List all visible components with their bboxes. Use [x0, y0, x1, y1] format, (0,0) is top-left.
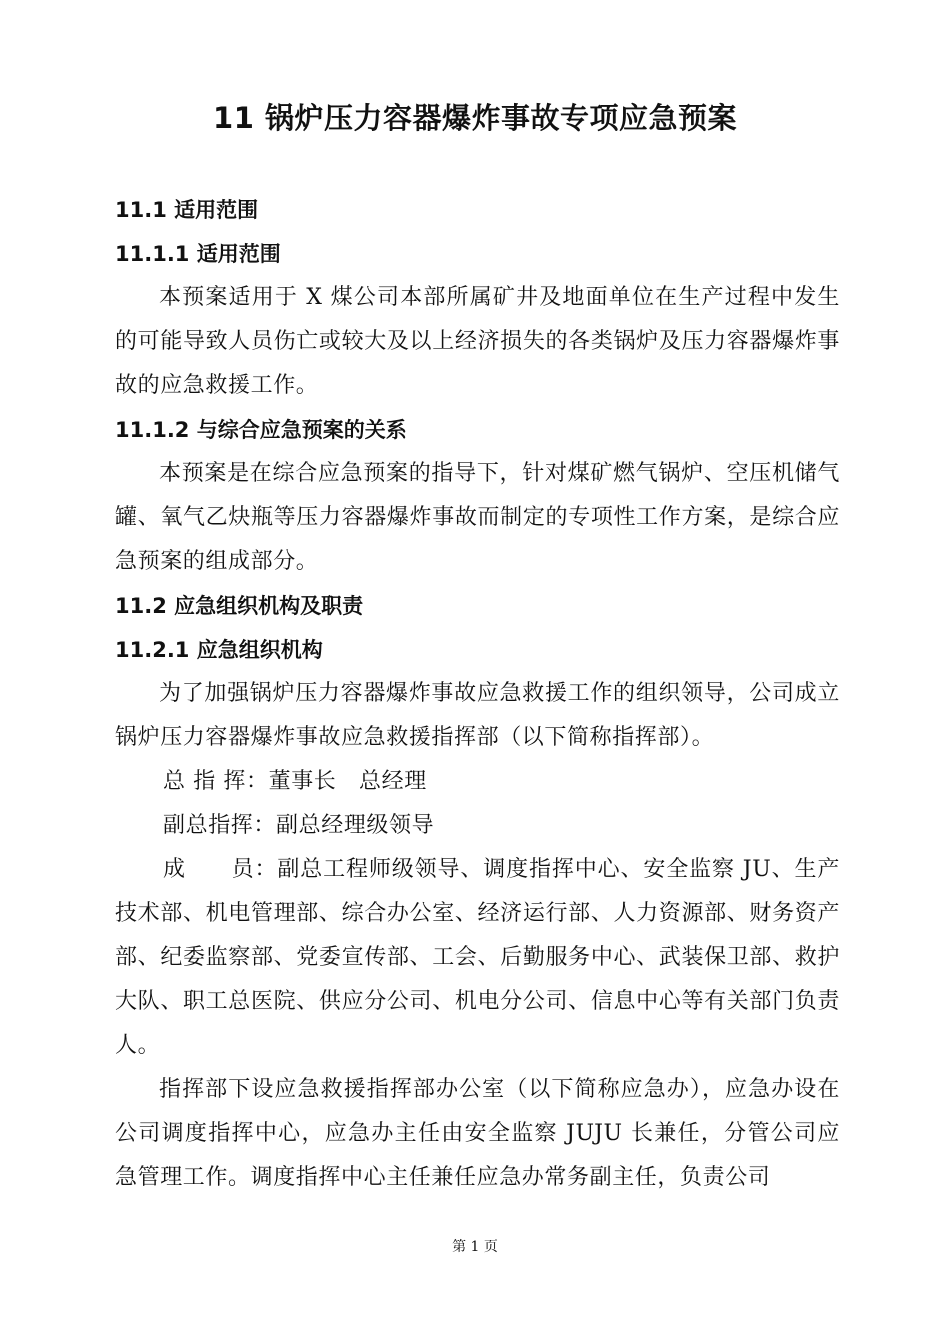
page-number: 第 1 页 — [452, 1239, 498, 1255]
role-commander — [115, 760, 840, 804]
paragraph-organization: 为了加强锅炉压力容器爆炸事故应急救援工作的组织领导，公司成立锅炉压力容器爆炸事故应急救援指挥部（以下简称指挥部）。 — [115, 681, 840, 750]
role-deputy-label: 副总指挥： — [163, 813, 277, 838]
section-heading-11-1-1: 11.1.1 适用范围 — [115, 242, 281, 266]
role-members-label: 成 员： — [163, 857, 278, 882]
section-heading-11-1: 11.1 适用范围 — [115, 198, 259, 222]
role-deputy-value: 副总经理级领导 — [276, 813, 435, 838]
section-heading-11-1-2: 11.1.2 与综合应急预案的关系 — [115, 418, 407, 442]
paragraph-scope: 本预案适用于 X 煤公司本部所属矿井及地面单位在生产过程中发生的可能导致人员伤亡或较大及以上经济损失的各类锅炉及压力容器爆炸事故的应急救援工作。 — [115, 285, 840, 398]
role-commander-label: 总 指 挥： — [163, 769, 269, 794]
role-members — [115, 848, 840, 1068]
section-heading-11-2: 11.2 应急组织机构及职责 — [115, 594, 364, 618]
role-commander-value: 董事长 总经理 — [268, 769, 427, 794]
paragraph-relation: 本预案是在综合应急预案的指导下，针对煤矿燃气锅炉、空压机储气罐、氧气乙炔瓶等压力容器爆炸事故而制定的专项性工作方案，是综合应急预案的组成部分。 — [115, 461, 840, 574]
role-members-value: 副总工程师级领导、调度指挥中心、安全监察 JU、生产技术部、机电管理部、综合办公室、经济运行部、人力资源部、财务资产部、纪委监察部、党委宣传部、工会、后勤服务中心、武装保卫部、救护大队、职工总医院、供应分公司、机电分公司、信息中心等有关部门负责人。 — [115, 857, 840, 1058]
role-deputy — [115, 804, 840, 848]
paragraph-office: 指挥部下设应急救援指挥部办公室（以下简称应急办），应急办设在公司调度指挥中心，应急办主任由安全监察 JUJU 长兼任，分管公司应急管理工作。调度指挥中心主任兼任应急办常务副主任，负责公司 — [115, 1077, 840, 1190]
section-heading-11-2-1: 11.2.1 应急组织机构 — [115, 638, 323, 662]
document-body — [115, 188, 840, 1200]
document-title: 11 锅炉压力容器爆炸事故专项应急预案 — [213, 101, 737, 135]
